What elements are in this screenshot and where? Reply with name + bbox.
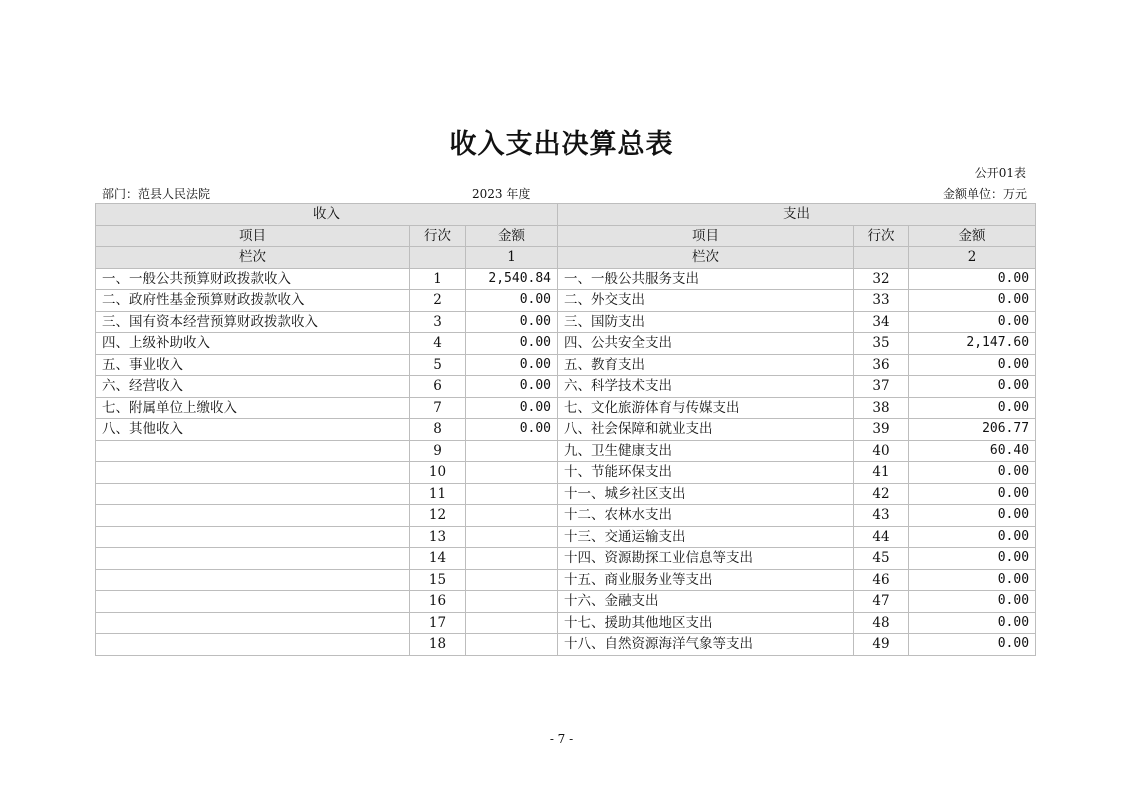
column-sequence-row	[96, 247, 1036, 269]
income-item-cell	[96, 483, 410, 505]
income-row-no-cell: 1	[410, 268, 466, 290]
income-item-cell: 二、政府性基金预算财政拨款收入	[96, 290, 410, 312]
table-row	[96, 397, 1036, 419]
income-row-no-cell: 14	[410, 548, 466, 570]
expense-amount-cell: 0.00	[909, 268, 1036, 290]
expense-section-header: 支出	[558, 204, 1036, 226]
expense-row-no-cell: 32	[854, 268, 909, 290]
expense-item-cell: 十二、农林水支出	[558, 505, 854, 527]
expense-item-cell: 二、外交支出	[558, 290, 854, 312]
expense-col-seq-blank	[854, 247, 909, 269]
income-amount-cell	[466, 591, 558, 613]
expense-amount-cell: 206.77	[909, 419, 1036, 441]
expense-row-no-cell: 34	[854, 311, 909, 333]
expense-row-no-cell: 45	[854, 548, 909, 570]
income-row-no-cell: 4	[410, 333, 466, 355]
income-item-cell	[96, 440, 410, 462]
expense-amount-cell: 0.00	[909, 462, 1036, 484]
income-col-seq-blank	[410, 247, 466, 269]
income-amount-cell: 0.00	[466, 333, 558, 355]
income-row-no-cell: 7	[410, 397, 466, 419]
income-item-cell	[96, 569, 410, 591]
income-col-seq-number: 1	[466, 247, 558, 269]
expense-row-no-cell: 36	[854, 354, 909, 376]
table-row	[96, 354, 1036, 376]
income-amount-cell	[466, 548, 558, 570]
column-header-row	[96, 225, 1036, 247]
expense-item-cell: 七、文化旅游体育与传媒支出	[558, 397, 854, 419]
table-row	[96, 376, 1036, 398]
income-amount-cell: 0.00	[466, 290, 558, 312]
table-row	[96, 505, 1036, 527]
expense-item-cell: 一、一般公共服务支出	[558, 268, 854, 290]
income-item-cell: 七、附属单位上缴收入	[96, 397, 410, 419]
expense-amount-cell: 60.40	[909, 440, 1036, 462]
income-section-header: 收入	[96, 204, 558, 226]
expense-item-cell: 十一、城乡社区支出	[558, 483, 854, 505]
income-col-seq-label: 栏次	[96, 247, 410, 269]
income-amount-cell	[466, 569, 558, 591]
income-amount-cell: 0.00	[466, 311, 558, 333]
table-row	[96, 268, 1036, 290]
expense-row-no-cell: 38	[854, 397, 909, 419]
expense-row-no-cell: 43	[854, 505, 909, 527]
income-row-no-cell: 5	[410, 354, 466, 376]
form-number: 公开01表	[974, 166, 1026, 180]
income-amount-cell	[466, 634, 558, 656]
income-amount-cell	[466, 505, 558, 527]
income-item-header: 项目	[96, 225, 410, 247]
expense-row-no-cell: 42	[854, 483, 909, 505]
expense-row-no-cell: 48	[854, 612, 909, 634]
budget-summary-table	[95, 203, 1036, 656]
income-row-no-cell: 17	[410, 612, 466, 634]
expense-item-cell: 十、节能环保支出	[558, 462, 854, 484]
table-row	[96, 419, 1036, 441]
expense-item-cell: 三、国防支出	[558, 311, 854, 333]
table-row	[96, 526, 1036, 548]
table-row	[96, 569, 1036, 591]
income-amount-cell: 2,540.84	[466, 268, 558, 290]
expense-item-cell: 八、社会保障和就业支出	[558, 419, 854, 441]
expense-amount-cell: 0.00	[909, 612, 1036, 634]
income-row-no-cell: 11	[410, 483, 466, 505]
income-row-no-cell: 18	[410, 634, 466, 656]
expense-amount-cell: 0.00	[909, 311, 1036, 333]
expense-item-cell: 十七、援助其他地区支出	[558, 612, 854, 634]
page-title: 收入支出决算总表	[449, 129, 674, 160]
expense-row-no-cell: 35	[854, 333, 909, 355]
expense-amount-cell: 0.00	[909, 354, 1036, 376]
income-row-no-cell: 8	[410, 419, 466, 441]
table-row	[96, 548, 1036, 570]
expense-row-no-cell: 40	[854, 440, 909, 462]
income-amount-cell: 0.00	[466, 354, 558, 376]
report-meta	[102, 185, 1027, 201]
expense-row-no-cell: 49	[854, 634, 909, 656]
income-item-cell: 八、其他收入	[96, 419, 410, 441]
expense-amount-cell: 0.00	[909, 591, 1036, 613]
expense-row-no-cell: 33	[854, 290, 909, 312]
table-row	[96, 462, 1036, 484]
income-item-cell: 六、经营收入	[96, 376, 410, 398]
income-item-cell	[96, 462, 410, 484]
income-amount-cell	[466, 612, 558, 634]
expense-item-cell: 十三、交通运输支出	[558, 526, 854, 548]
income-amount-cell: 0.00	[466, 397, 558, 419]
expense-item-cell: 五、教育支出	[558, 354, 854, 376]
income-item-cell: 五、事业收入	[96, 354, 410, 376]
amount-unit-label: 金额单位：万元	[942, 187, 1027, 201]
income-item-cell	[96, 548, 410, 570]
income-amount-cell: 0.00	[466, 419, 558, 441]
section-header-row	[96, 204, 1036, 226]
income-item-cell	[96, 526, 410, 548]
table-row	[96, 634, 1036, 656]
expense-amount-cell: 0.00	[909, 290, 1036, 312]
table-body	[96, 204, 1036, 656]
table-row	[96, 311, 1036, 333]
table-row	[96, 612, 1036, 634]
expense-amount-header: 金额	[909, 225, 1036, 247]
table-row	[96, 591, 1036, 613]
expense-amount-cell: 2,147.60	[909, 333, 1036, 355]
expense-col-seq-label: 栏次	[558, 247, 854, 269]
table-row	[96, 440, 1036, 462]
income-item-cell	[96, 634, 410, 656]
income-row-no-cell: 9	[410, 440, 466, 462]
income-amount-header: 金额	[466, 225, 558, 247]
expense-item-cell: 十六、金融支出	[558, 591, 854, 613]
expense-item-cell: 四、公共安全支出	[558, 333, 854, 355]
income-item-cell: 三、国有资本经营预算财政拨款收入	[96, 311, 410, 333]
income-row-no-cell: 12	[410, 505, 466, 527]
expense-amount-cell: 0.00	[909, 505, 1036, 527]
income-amount-cell: 0.00	[466, 376, 558, 398]
table-row	[96, 483, 1036, 505]
income-row-no-cell: 15	[410, 569, 466, 591]
expense-amount-cell: 0.00	[909, 634, 1036, 656]
expense-item-header: 项目	[558, 225, 854, 247]
income-row-no-cell: 3	[410, 311, 466, 333]
fiscal-year-label: 2023 年度	[472, 187, 531, 201]
expense-amount-cell: 0.00	[909, 376, 1036, 398]
income-row-no-cell: 2	[410, 290, 466, 312]
expense-row-no-cell: 37	[854, 376, 909, 398]
income-row-no-cell: 10	[410, 462, 466, 484]
expense-amount-cell: 0.00	[909, 569, 1036, 591]
expense-col-seq-number: 2	[909, 247, 1036, 269]
expense-amount-cell: 0.00	[909, 397, 1036, 419]
expense-item-cell: 九、卫生健康支出	[558, 440, 854, 462]
income-item-cell	[96, 612, 410, 634]
income-item-cell	[96, 505, 410, 527]
table-row	[96, 333, 1036, 355]
expense-row-no-header: 行次	[854, 225, 909, 247]
income-row-no-header: 行次	[410, 225, 466, 247]
income-amount-cell	[466, 483, 558, 505]
page-number: - 7 -	[549, 732, 574, 746]
income-amount-cell	[466, 440, 558, 462]
expense-row-no-cell: 39	[854, 419, 909, 441]
expense-amount-cell: 0.00	[909, 548, 1036, 570]
income-row-no-cell: 16	[410, 591, 466, 613]
income-amount-cell	[466, 462, 558, 484]
department-label: 部门：范县人民法院	[102, 187, 211, 201]
table-row	[96, 290, 1036, 312]
expense-row-no-cell: 46	[854, 569, 909, 591]
expense-amount-cell: 0.00	[909, 483, 1036, 505]
income-row-no-cell: 13	[410, 526, 466, 548]
expense-amount-cell: 0.00	[909, 526, 1036, 548]
income-item-cell	[96, 591, 410, 613]
income-item-cell: 四、上级补助收入	[96, 333, 410, 355]
expense-item-cell: 十四、资源勘探工业信息等支出	[558, 548, 854, 570]
expense-row-no-cell: 41	[854, 462, 909, 484]
expense-item-cell: 六、科学技术支出	[558, 376, 854, 398]
expense-row-no-cell: 47	[854, 591, 909, 613]
expense-item-cell: 十八、自然资源海洋气象等支出	[558, 634, 854, 656]
income-item-cell: 一、一般公共预算财政拨款收入	[96, 268, 410, 290]
income-row-no-cell: 6	[410, 376, 466, 398]
expense-row-no-cell: 44	[854, 526, 909, 548]
expense-item-cell: 十五、商业服务业等支出	[558, 569, 854, 591]
income-amount-cell	[466, 526, 558, 548]
